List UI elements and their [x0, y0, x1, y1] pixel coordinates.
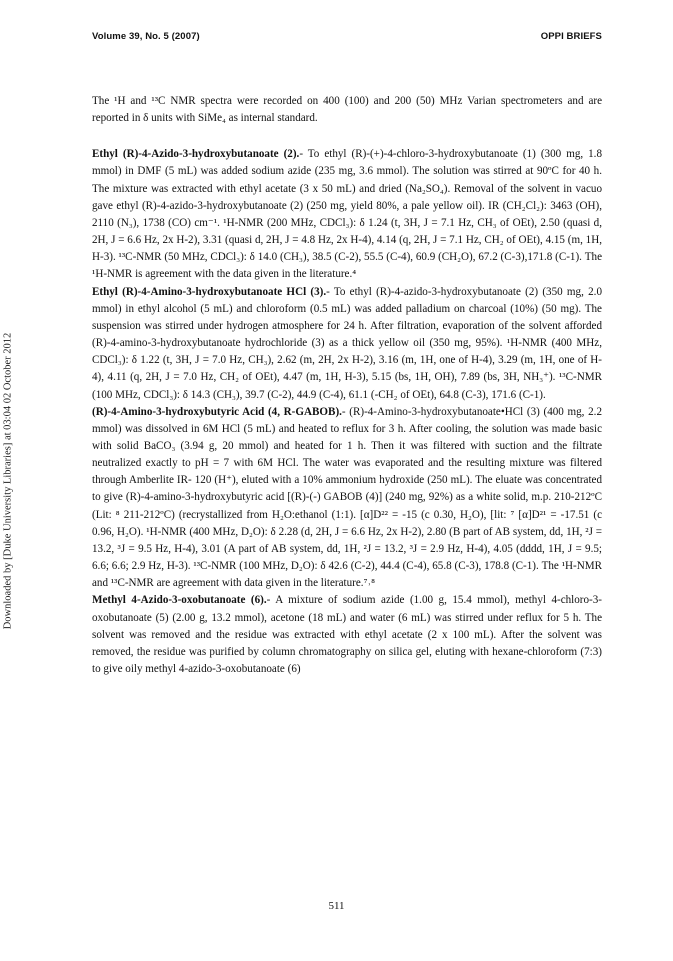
download-watermark	[0, 0, 16, 961]
compound-title: Methyl 4-Azido-3-oxobutanoate (6).	[92, 594, 267, 607]
paragraph-text: - A mixture of sodium azide (1.00 g, 15.4 mmol), methyl 4-chloro-3-oxobutanoate (5) (2.00 g, 13.2 mmol), acetone (18 mL) and water (6 mL) was stirred under reflux for 5 h. The solvent was removed and the residue was extracted with ethyl acetate (2 x 100 mL). After the solvent was removed, the residue was purified by column chromatography on silica gel, eluting with hexane-chloroform (7:3) to give oily methyl 4-azido-3-oxobutanoate (6)	[92, 594, 602, 675]
paragraph-compound-3	[92, 284, 602, 404]
paragraph-text: The ¹H and ¹³C NMR spectra were recorded on 400 (100) and 200 (50) MHz Varian spectrometers and are reported in δ units with SiMe₄ as internal standard.	[92, 95, 602, 125]
compound-title: (R)-4-Amino-3-hydroxybutyric Acid (4, R-GABOB).	[92, 405, 342, 418]
paragraph-text: - To ethyl (R)-(+)-4-chloro-3-hydroxybutanoate (1) (300 mg, 1.8 mmol) in DMF (5 mL) was added sodium azide (235 mg, 3.6 mmol). The solution was stirred at 90ºC for 40 h. The mixture was extracted with ethyl acetate (3 x 50 mL) and dried (Na₂SO₄). Removal of the solvent in vacuo gave ethyl (R)-4-azido-3-hydroxybutanoate (2) (250 mg, yield 80%, a pale yellow oil). IR (CH₂Cl₂): 3463 (OH), 2110 (N₃), 1738 (CO) cm⁻¹. ¹H-NMR (200 MHz, CDCl₃): δ 1.24 (t, 3H, J = 7.1 Hz, CH₃ of OEt), 2.50 (quasi d, 2H, J = 6.6 Hz, 2x H-2), 3.31 (quasi d, 2H, J = 4.8 Hz, 2x H-4), 4.14 (q, 2H, J = 7.1 Hz, CH₂ of OEt), 4.15 (m, 1H, H-3). ¹³C-NMR (50 MHz, CDCl₃): δ 14.0 (CH₃), 38.5 (C-2), 55.5 (C-4), 60.9 (CH₂O), 67.2 (C-3),171.8 (C-1). The ¹H-NMR is agreement with the data given in the literature.⁴	[92, 148, 602, 281]
paragraph-nmr-intro	[92, 93, 602, 127]
paragraph-compound-4	[92, 404, 602, 593]
compound-title: Ethyl (R)-4-Amino-3-hydroxybutanoate HCl (3).	[92, 285, 327, 298]
download-note: Downloaded by [Duke University Libraries] at 03:04 02 October 2012	[2, 332, 14, 629]
running-header-section: OPPI BRIEFS	[540, 31, 602, 42]
paragraph-compound-6	[92, 592, 602, 678]
article-body	[92, 93, 602, 678]
compound-title: Ethyl (R)-4-Azido-3-hydroxybutanoate (2).	[92, 148, 300, 161]
paragraph-text: - (R)-4-Amino-3-hydroxybutanoate•HCl (3) (400 mg, 2.2 mmol) was dissolved in 6M HCl (5 mL) and heated to reflux for 3 h. After cooling, the solution was made basic with solid BaCO₃ (3.94 g, 20 mmol) and heated for 1 h. Then it was filtered with suction and the filtrate neutralized exactly to pH = 7 with 6M HCl. The water was evaporated and the resulting mixture was filtered through Amberlite IR- 120 (H⁺), eluted with a 10% ammonium hydroxide (250 mL). The eluate was concentrated to give (R)-4-amino-3-hydroxybutyric acid [(R)-(-) GABOB (4)] (240 mg, 92%) as a white solid, m.p. 210-212ºC (Lit: ⁸ 211-212ºC) (recrystallized from H₂O:ethanol (1:1). [α]D²² = -15 (c 0.30, H₂O), [lit: ⁷ [α]D²¹ = -17.51 (c 0.96, H₂O). ¹H-NMR (400 MHz, D₂O): δ 2.28 (d, 2H, J = 6.6 Hz, 2x H-2), 2.80 (B part of AB system, dd, 1H, ²J = 13.2, ³J = 9.5 Hz, H-4), 3.01 (A part of AB system, dd, 1H, ²J = 13.2, ³J = 2.9 Hz, H-4), 4.05 (dddd, 1H, J = 9.5; 6.6; 6.6; 2.9 Hz, H-3). ¹³C-NMR (100 MHz, D₂O): δ 42.6 (C-2), 44.4 (C-4), 65.8 (C-3), 178.8 (C-1). The ¹H-NMR and ¹³C-NMR are agreement with data given in the literature.⁷˒⁸	[92, 405, 602, 590]
page-number: 511	[328, 900, 345, 912]
running-header-volume: Volume 39, No. 5 (2007)	[92, 31, 200, 42]
paragraph-compound-2	[92, 146, 602, 283]
paragraph-text: - To ethyl (R)-4-azido-3-hydroxybutanoate (2) (350 mg, 2.0 mmol) in ethyl alcohol (5 mL) and chloroform (0.5 mL) was added palladium on charcoal (10%) (50 mg). The suspension was stirred under hydrogen atmosphere for 24 h. After filtration, evaporation of the solvent afforded (R)-4-amino-3-hydroxybutanoate hydrochloride (3) as a thick yellow oil (350 mg, 95%). ¹H-NMR (400 MHz, CDCl₃): δ 1.22 (t, 3H, J = 7.0 Hz, CH₃), 2.62 (m, 2H, 2x H-2), 3.16 (m, 1H, one of H-4), 3.29 (m, 1H, one of H-4), 4.11 (q, 2H, J = 7.0 Hz, CH₂ of OEt), 4.47 (m, 1H, H-3), 5.15 (bs, 1H, OH), 7.89 (bs, 3H, NH₃⁺). ¹³C-NMR (100 MHz, CDCl₃): δ 14.3 (CH₃), 39.7 (C-2), 44.9 (C-4), 61.1 (-CH₂ of OEt), 64.8 (C-3), 171.6 (C-1).	[92, 285, 602, 401]
